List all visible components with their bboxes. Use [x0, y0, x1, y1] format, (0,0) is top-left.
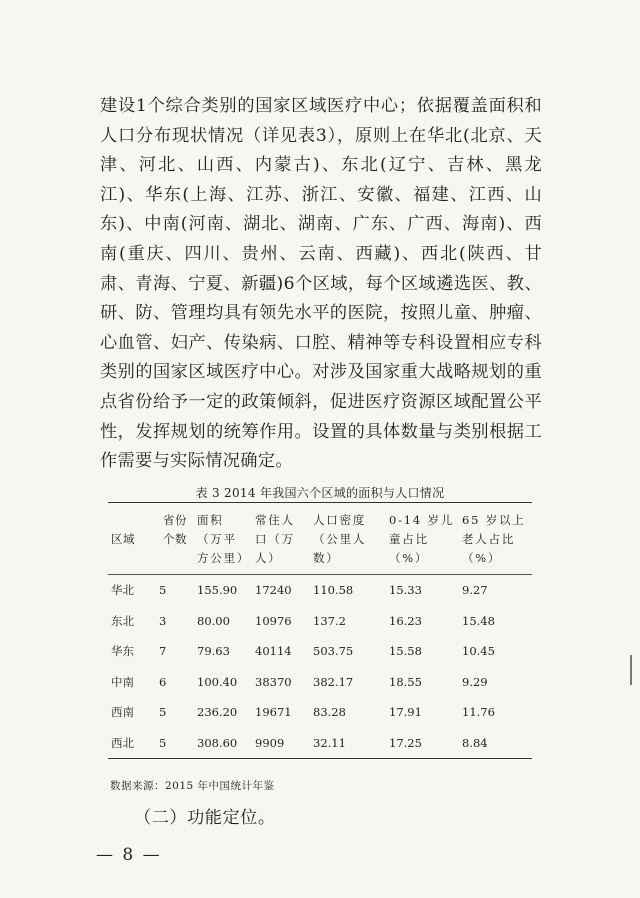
- data-source-note: 数据来源：2015 年中国统计年鉴: [110, 780, 275, 792]
- cell-population: 17240: [255, 583, 292, 598]
- cell-area: 80.00: [197, 613, 230, 628]
- cell-age-65-plus: 11.76: [462, 705, 495, 720]
- cell-age-0-14: 17.91: [389, 705, 422, 720]
- header-density: 人口密度（公里人数）: [310, 503, 386, 575]
- cell-population: 10976: [255, 613, 292, 628]
- cell-province-count: 7: [159, 644, 167, 659]
- region-area-population-table: [108, 502, 532, 759]
- scan-edge-mark: [630, 655, 632, 685]
- cell-area: 79.63: [197, 644, 230, 659]
- cell-province-count: 3: [159, 613, 167, 628]
- cell-area: 308.60: [194, 728, 252, 759]
- cell-age-65-plus: 10.45: [462, 644, 495, 659]
- header-age-65-plus: 65 岁以上老人占比（%）: [459, 503, 532, 575]
- cell-age-65-plus: 8.84: [459, 728, 532, 759]
- table-row: [108, 728, 532, 759]
- cell-density: 382.17: [313, 674, 354, 689]
- cell-area: 155.90: [197, 583, 238, 598]
- section-heading: （二）功能定位。: [134, 808, 276, 828]
- header-region: 区域: [108, 503, 156, 575]
- cell-population: 38370: [255, 674, 292, 689]
- cell-age-65-plus: 9.27: [462, 583, 488, 598]
- cell-density: 137.2: [313, 613, 346, 628]
- cell-density: 503.75: [313, 644, 354, 659]
- header-population: 常住人口（万人）: [252, 503, 310, 575]
- cell-region: 东北: [111, 613, 134, 628]
- table-caption: 表 3 2014 年我国六个区域的面积与人口情况: [195, 486, 445, 500]
- cell-region: 中南: [111, 674, 134, 689]
- cell-province-count: 5: [159, 583, 167, 598]
- header-province-count: 省份个数: [156, 503, 194, 575]
- table-row: [108, 606, 532, 637]
- cell-density: 32.11: [310, 728, 386, 759]
- table-row: [108, 636, 532, 667]
- cell-density: 110.58: [313, 583, 354, 598]
- cell-age-0-14: 15.33: [389, 583, 422, 598]
- cell-age-65-plus: 15.48: [462, 613, 495, 628]
- cell-region: 西北: [108, 728, 156, 759]
- cell-age-0-14: 17.25: [386, 728, 459, 759]
- region-table-container: [108, 502, 532, 759]
- cell-region: 西南: [111, 705, 134, 720]
- cell-region: 华东: [111, 644, 134, 659]
- cell-age-0-14: 16.23: [389, 613, 422, 628]
- header-age-0-14: 0-14 岁儿童占比（%）: [386, 503, 459, 575]
- cell-population: 40114: [255, 644, 292, 659]
- cell-region: 华北: [111, 583, 134, 598]
- cell-density: 83.28: [313, 705, 346, 720]
- table-row: [108, 667, 532, 698]
- cell-province-count: 5: [159, 705, 167, 720]
- cell-area: 100.40: [197, 674, 238, 689]
- cell-population: 9909: [252, 728, 310, 759]
- cell-province-count: 5: [156, 728, 194, 759]
- table-header-row: [108, 503, 532, 575]
- cell-province-count: 6: [159, 674, 167, 689]
- cell-age-0-14: 18.55: [389, 674, 422, 689]
- cell-age-0-14: 15.58: [389, 644, 422, 659]
- cell-population: 19671: [255, 705, 292, 720]
- body-paragraph: 建设1个综合类别的国家区域医疗中心；依据覆盖面积和人口分布现状情况（详见表3），原则上在华北(北京、天津、河北、山西、内蒙古)、东北(辽宁、吉林、黑龙江)、华东(上海、江苏、浙江、安徽、福建、江西、山东)、中南(河南、湖北、湖南、广东、广西、海南)、西南(重庆、四川、贵州、云南、西藏)、西北(陕西、甘肃、青海、宁夏、新疆)6个区域，每个区域遴选医、教、研、防、管理均具有领先水平的医院，按照儿童、肿瘤、心血管、妇产、传染病、口腔、精神等专科设置相应专科类别的国家区域医疗中心。对涉及国家重大战略规划的重点省份给予一定的政策倾斜，促进医疗资源区域配置公平性，发挥规划的统筹作用。设置的具体数量与类别根据工作需要与实际情况确定。: [100, 96, 542, 472]
- table-row: [108, 697, 532, 728]
- header-area: 面积（万平方公里）: [194, 503, 252, 575]
- cell-area: 236.20: [197, 705, 238, 720]
- table-row: [108, 575, 532, 606]
- cell-age-65-plus: 9.29: [462, 674, 488, 689]
- page-number: — 8 —: [96, 845, 162, 865]
